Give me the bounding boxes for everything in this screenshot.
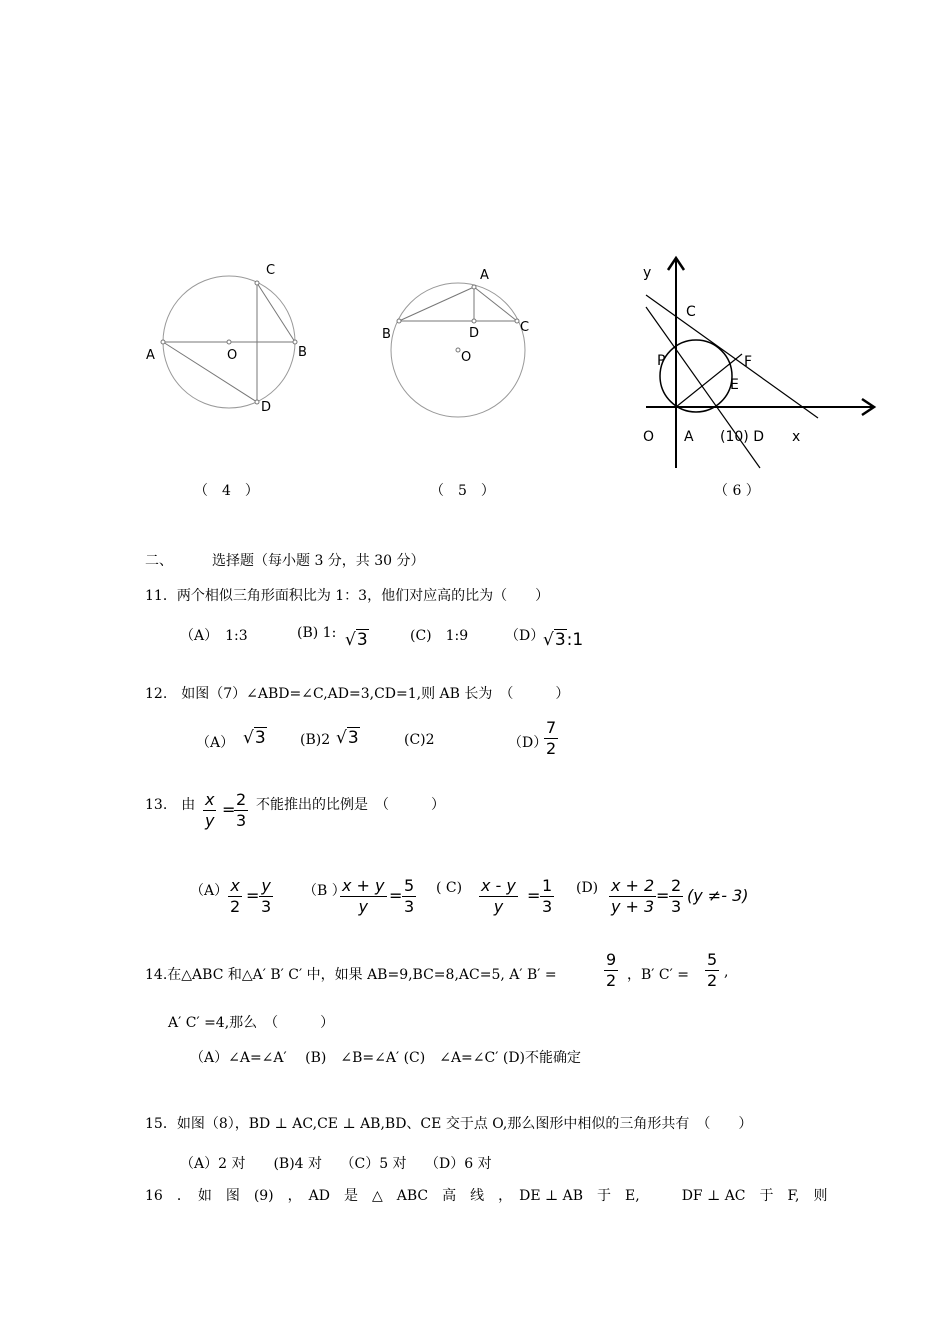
fig6-label-y: y bbox=[643, 265, 652, 281]
section-title: 选择题（每小题 3 分，共 30 分） bbox=[212, 553, 425, 569]
fig4-caption: （ 4 ） bbox=[194, 483, 259, 499]
q14-line2: A′ C′ =4,那么 （ ） bbox=[168, 1015, 335, 1031]
q13-suffix: 不能推出的比例是 （ ） bbox=[256, 797, 445, 813]
q13-given-equals: = bbox=[222, 800, 236, 819]
fig6-circle bbox=[660, 340, 732, 412]
q13-option-b-label: （B ） bbox=[303, 883, 346, 899]
q11-option-a: （A） 1:3 bbox=[180, 628, 248, 644]
q15-options: （A）2 对 (B)4 对 （C）5 对 （D）6 对 bbox=[180, 1156, 492, 1172]
q16-stem: 16 ． 如 图 (9) ， AD 是 △ ABC 高 线 ， DE ⊥ AB 于 E, DF ⊥ AC 于 F, 则 bbox=[145, 1188, 828, 1204]
q14-part1: 14.在△ABC 和△A′ B′ C′ 中，如果 AB=9,BC=8,AC=5, A′ B′ = bbox=[145, 967, 557, 983]
fig5-label-d: D bbox=[469, 326, 480, 341]
q11-option-b-sqrt: √3 bbox=[345, 630, 368, 650]
fig4-label-o: O bbox=[227, 348, 238, 363]
q13-option-a-rhs: $\frac{y}{3}$ bbox=[261, 876, 272, 916]
line-cd bbox=[646, 295, 818, 418]
q12-stem: 12. 如图（7）∠ABD=∠C,AD=3,CD=1,则 AB 长为 （ ） bbox=[145, 686, 570, 702]
fig5-chord-ba bbox=[399, 287, 474, 321]
fig4-label-d: D bbox=[261, 400, 272, 415]
q13-option-c-label: ( C) bbox=[436, 880, 463, 896]
q12-option-b: (B)2 bbox=[300, 732, 331, 748]
q13-option-b-equals: = bbox=[389, 886, 403, 905]
q12-option-a-sqrt: √3 bbox=[243, 728, 266, 748]
q14-fraction-five-halves: $\frac{5}{2}$ bbox=[707, 950, 718, 990]
q15-stem: 15．如图（8），BD ⊥ AC,CE ⊥ AB,BD、CE 交于点 O,那么图形中相似的三角形共有 （ ） bbox=[145, 1116, 753, 1132]
q13-option-d-rhs: $\frac{2}{3}$ bbox=[671, 876, 682, 916]
fig4-label-a: A bbox=[146, 348, 155, 363]
fig4-label-b: B bbox=[298, 345, 307, 360]
q13-option-b-rhs: $\frac{5}{3}$ bbox=[404, 876, 415, 916]
q11-option-d: （D） bbox=[505, 628, 545, 644]
q14-fraction-nine-halves: $\frac{9}{2}$ bbox=[606, 950, 617, 990]
q13-given-x-over-y: $\frac{x}{y}$ bbox=[205, 790, 215, 830]
fig6-caption: （ 6 ） bbox=[714, 483, 760, 499]
figure-5 bbox=[375, 262, 545, 422]
q14-options: （A）∠A=∠A′ (B) ∠B=∠A′ (C) ∠A=∠C′ (D)不能确定 bbox=[190, 1050, 582, 1066]
q13-given-two-thirds: $\frac{2}{3}$ bbox=[236, 790, 247, 830]
q11-option-b: (B) 1: bbox=[297, 625, 337, 641]
fig6-label-p: P bbox=[657, 353, 666, 369]
fig4-label-c: C bbox=[266, 263, 276, 278]
q11-stem: 11．两个相似三角形面积比为 1：3，他们对应高的比为（ ） bbox=[145, 588, 550, 604]
q13-option-d-label: (D) bbox=[576, 880, 599, 896]
q13-option-a-label: （A） bbox=[190, 883, 229, 899]
fig5-chord-ac bbox=[474, 287, 517, 321]
fig4-chord-cb bbox=[257, 283, 295, 342]
q13-option-d-lhs: $\frac{x + 2}{y + 3}$ bbox=[611, 876, 655, 916]
fig6-label-c: C bbox=[686, 304, 696, 320]
fig6-label-a: A bbox=[684, 429, 694, 445]
q13-option-a-lhs: $\frac{x}{2}$ bbox=[230, 876, 241, 916]
q13-option-c-lhs: $\frac{x - y}{y}$ bbox=[481, 876, 516, 916]
q12-option-b-sqrt: √3 bbox=[336, 728, 359, 748]
q13-prefix: 13. 由 bbox=[145, 797, 196, 813]
figure-6 bbox=[630, 250, 890, 475]
q13-option-d-equals: = bbox=[656, 886, 670, 905]
fig6-label-d: (10) D bbox=[720, 429, 764, 445]
q12-option-c: (C)2 bbox=[404, 732, 435, 748]
fig6-label-f: F bbox=[744, 354, 753, 370]
q13-option-d-condition: (y ≠- 3) bbox=[687, 886, 749, 905]
fig5-label-a: A bbox=[480, 268, 489, 283]
fig6-label-o: O bbox=[643, 429, 655, 445]
section-number: 二、 bbox=[145, 553, 173, 569]
q13-option-c-rhs: $\frac{1}{3}$ bbox=[542, 876, 553, 916]
figure-4 bbox=[130, 255, 330, 425]
fig5-label-o: O bbox=[461, 350, 472, 365]
q11-option-c: (C) 1:9 bbox=[410, 628, 469, 644]
fig6-label-e: E bbox=[730, 377, 739, 393]
q13-option-a-equals: = bbox=[246, 886, 260, 905]
q13-option-b-lhs: $\frac{x + y}{y}$ bbox=[342, 876, 385, 916]
q11-option-d-sqrt: √3:1 bbox=[543, 630, 584, 650]
q14-part2: ，B′ C′ = bbox=[627, 967, 689, 983]
q13-option-c-equals: = bbox=[527, 886, 541, 905]
fig5-label-b: B bbox=[382, 327, 391, 342]
fig4-chord-ad bbox=[163, 342, 257, 402]
q12-option-a: （A） bbox=[196, 735, 235, 751]
q12-option-d-fraction: $\frac{7}{2}$ bbox=[546, 718, 557, 758]
fig5-label-c: C bbox=[520, 320, 530, 335]
fig5-caption: （ 5 ） bbox=[430, 483, 495, 499]
q12-option-d: （D） bbox=[508, 735, 548, 751]
q14-part3: , bbox=[724, 964, 729, 980]
fig6-label-x: x bbox=[792, 429, 801, 445]
